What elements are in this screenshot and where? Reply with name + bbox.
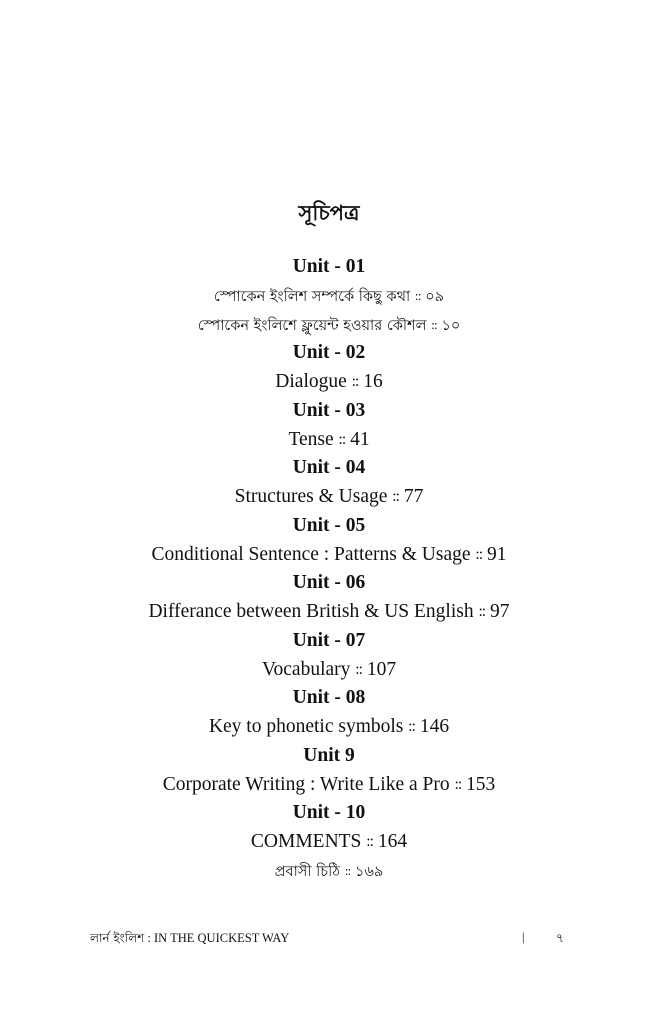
toc-entry	[0, 713, 658, 742]
toc-page-number: 97	[490, 601, 510, 622]
toc-separator: ::	[344, 863, 351, 878]
running-title-en: IN THE QUICKEST WAY	[154, 931, 290, 945]
toc-separator: ::	[355, 660, 362, 678]
toc-separator: ::	[414, 288, 421, 303]
toc-page-number: 107	[366, 658, 397, 680]
toc-entry	[0, 828, 658, 857]
toc-entry-title: স্পোকেন ইংলিশে ফ্লুয়েন্ট হওয়ার কৌশল	[197, 317, 427, 334]
toc-separator: ::	[431, 317, 437, 332]
unit-heading: Unit - 08	[292, 687, 366, 709]
unit-heading: Unit - 10	[292, 802, 366, 824]
toc-entry	[0, 483, 658, 512]
toc-entry-title: প্রবাসী চিঠি	[274, 863, 341, 880]
toc-entry	[0, 426, 658, 455]
toc-entry-title: Dialogue	[275, 371, 347, 392]
toc-entry	[0, 598, 658, 627]
toc-entry-title: Tense	[288, 428, 334, 450]
unit-heading: Unit - 05	[292, 514, 366, 536]
page-footer	[90, 930, 570, 952]
unit-heading: Unit - 07	[292, 629, 366, 651]
toc-entry	[0, 282, 658, 311]
running-title-colon: :	[144, 931, 155, 945]
unit-heading: Unit - 02	[292, 342, 366, 364]
footer-divider: |	[522, 930, 525, 944]
unit-heading: Unit - 06	[292, 572, 366, 594]
toc-separator: ::	[351, 373, 359, 390]
toc-entry-title: স্পোকেন ইংলিশ সম্পর্কে কিছু কথা	[213, 288, 411, 305]
toc-entry-title: Differance between British & US English	[148, 601, 474, 622]
toc-page-number: ১৬৯	[355, 863, 384, 880]
toc-entry	[0, 771, 658, 800]
unit-heading: Unit - 03	[292, 399, 366, 421]
toc-entry	[0, 368, 658, 397]
toc-separator: ::	[366, 833, 373, 850]
toc-page-number: 153	[466, 773, 496, 795]
toc-separator: ::	[478, 603, 486, 620]
toc-entry	[0, 541, 658, 570]
page-number: ৭	[556, 931, 564, 945]
toc-entry-title: Conditional Sentence : Patterns & Usage	[151, 543, 471, 565]
toc-separator: ::	[392, 488, 399, 505]
toc-page-number: 164	[377, 831, 408, 852]
toc-entry-title: Vocabulary	[261, 658, 351, 680]
running-title-bn: লার্ন ইংলিশ	[90, 931, 145, 945]
toc-page-number: 41	[350, 428, 370, 450]
toc-entry	[0, 857, 658, 886]
toc-separator: ::	[454, 775, 462, 793]
table-of-contents	[0, 253, 658, 886]
toc-page-number: ০৯	[425, 288, 445, 305]
unit-heading: Unit - 01	[292, 256, 366, 277]
toc-entry	[0, 656, 658, 685]
unit-heading: Unit - 04	[292, 457, 366, 479]
toc-page-number: 16	[363, 371, 383, 392]
toc-entry	[0, 311, 658, 340]
toc-separator: ::	[475, 545, 483, 563]
toc-entry-title: COMMENTS	[250, 831, 362, 852]
unit-heading: Unit 9	[303, 744, 355, 766]
toc-separator: ::	[338, 430, 346, 448]
toc-page-number: 91	[486, 543, 507, 565]
toc-entry-title: Structures & Usage	[234, 486, 388, 507]
page-title: সূচিপত্র	[298, 200, 360, 225]
toc-entry-title: Key to phonetic symbols	[208, 716, 404, 737]
toc-separator: ::	[408, 718, 415, 735]
toc-entry-title: Corporate Writing : Write Like a Pro	[162, 773, 450, 795]
toc-page-number: 77	[403, 486, 424, 507]
running-title	[90, 930, 289, 950]
toc-page-number: ১০	[441, 317, 461, 334]
toc-page-number: 146	[419, 716, 450, 737]
